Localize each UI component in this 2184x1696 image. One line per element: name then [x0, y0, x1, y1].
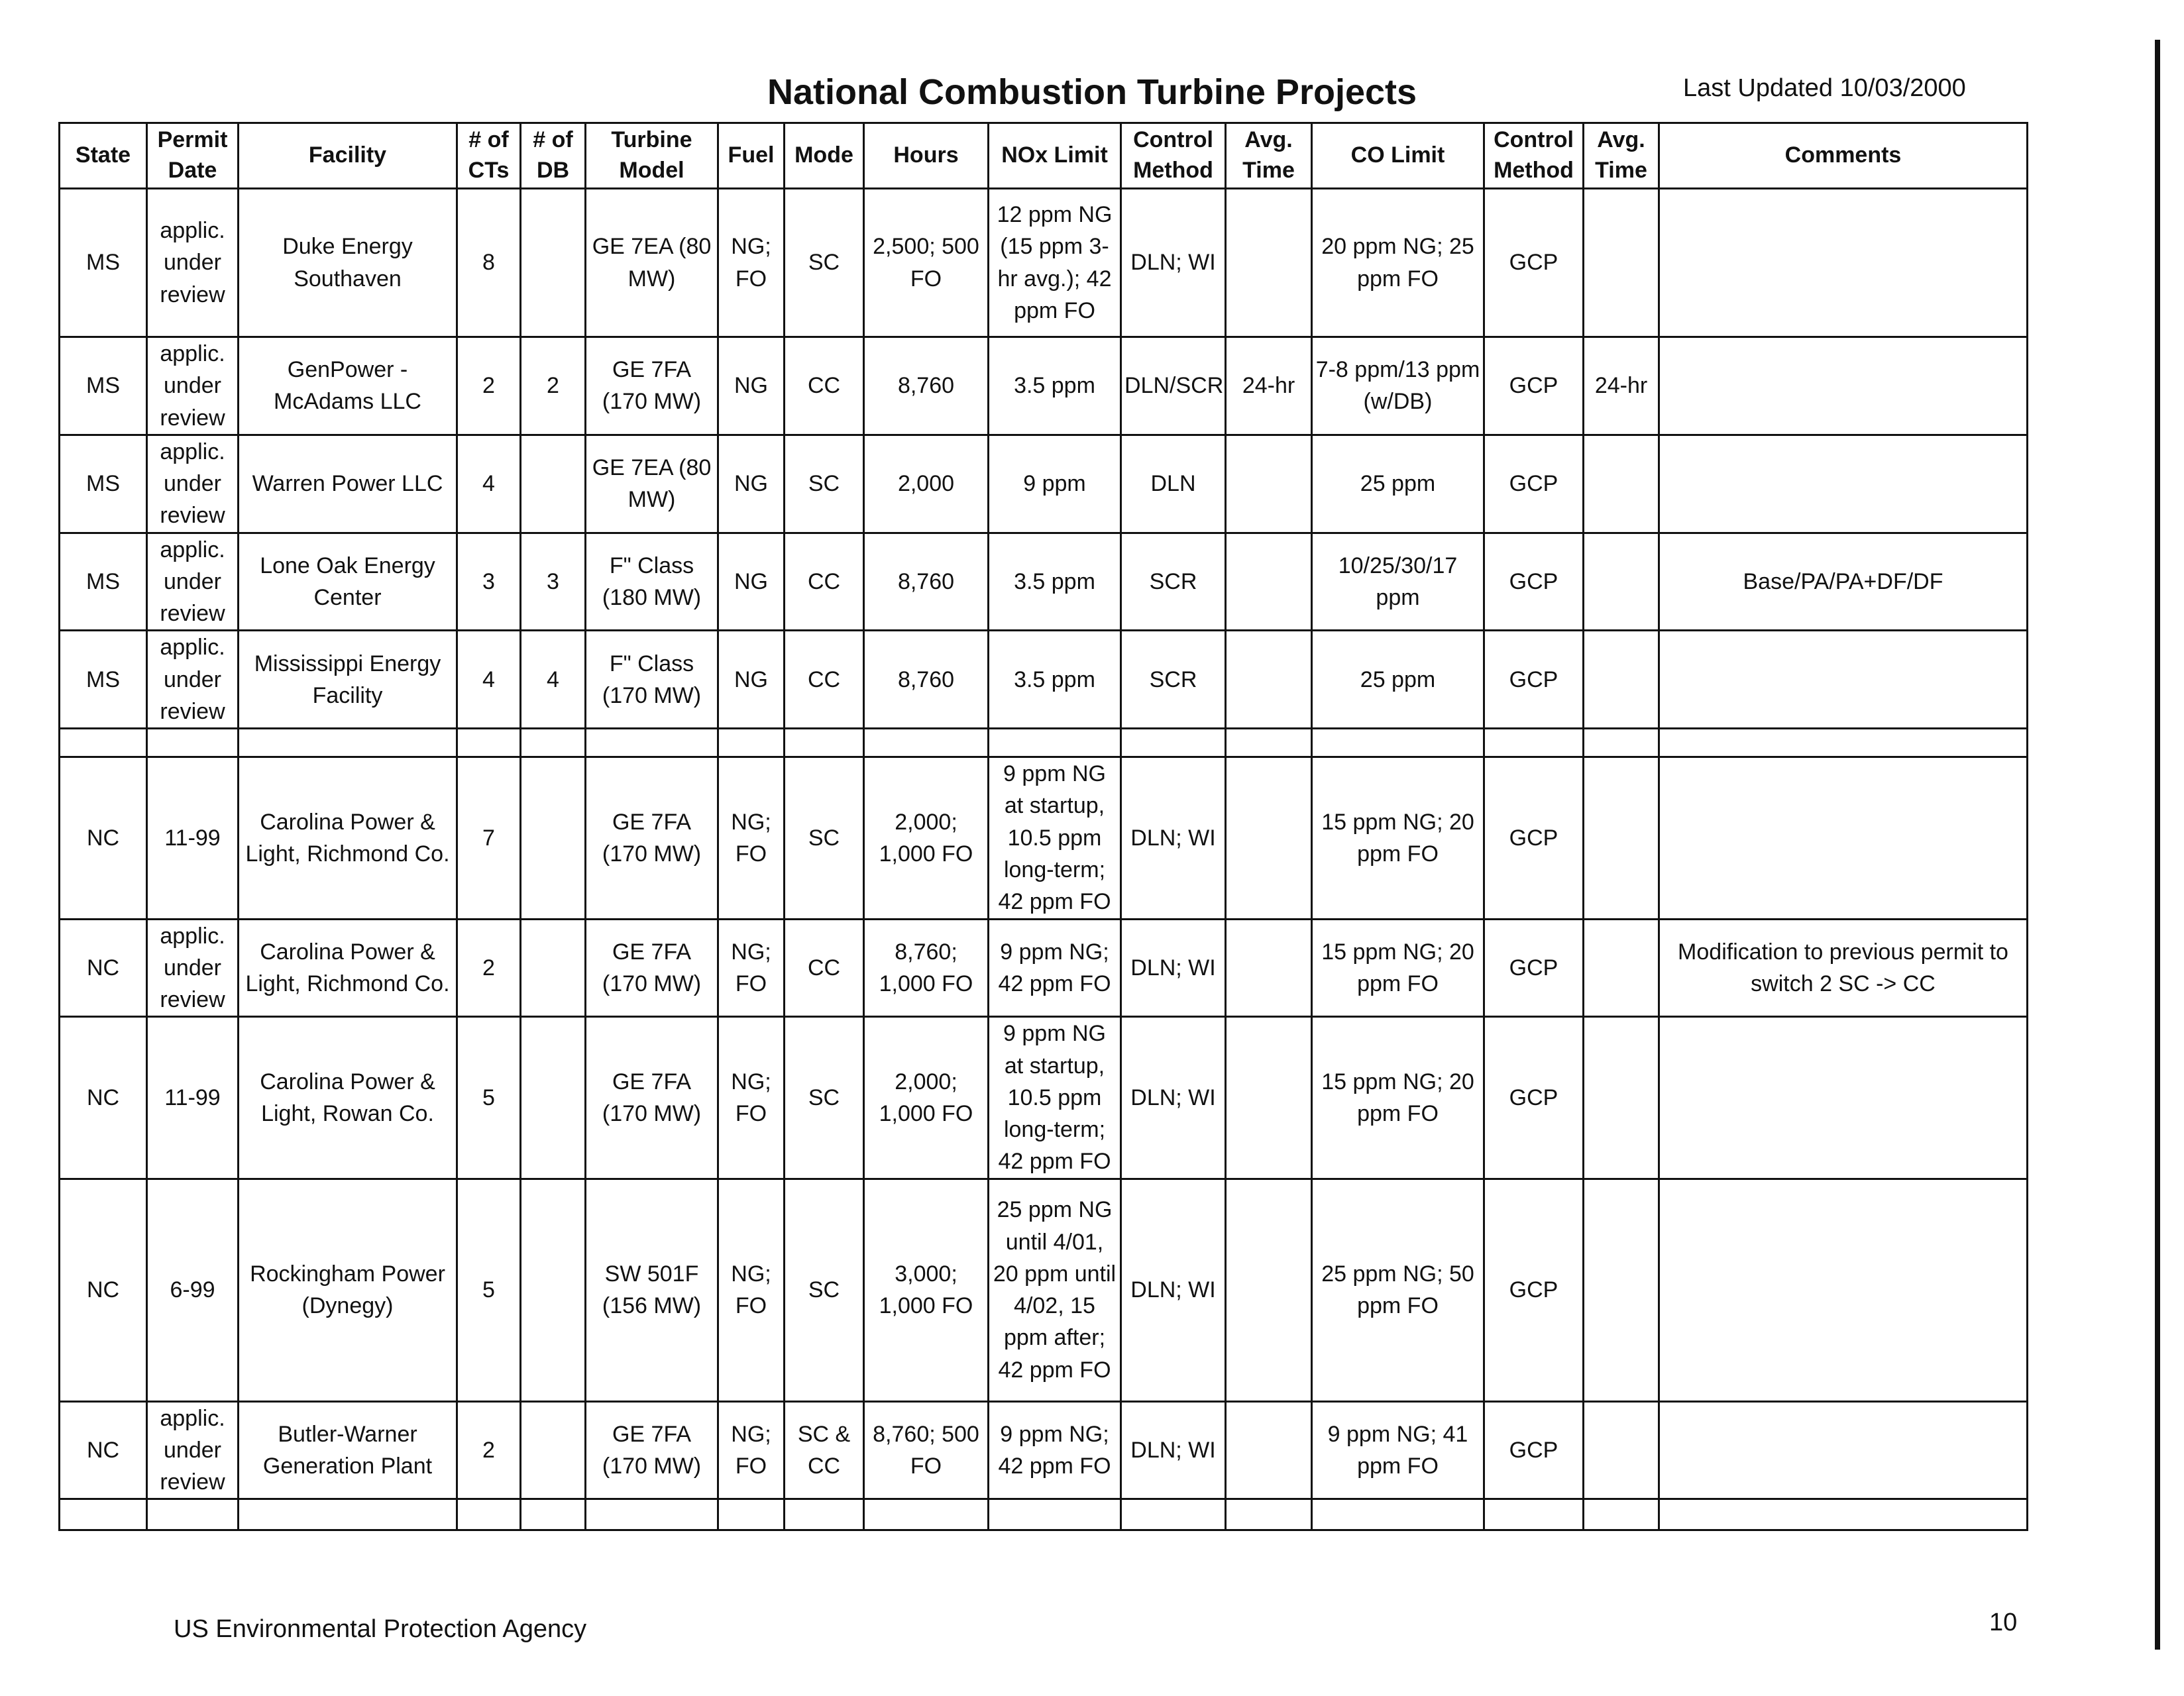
table-cell: applic. under review: [147, 337, 239, 435]
table-cell: NG: [718, 533, 785, 631]
column-header: Mode: [785, 123, 864, 189]
table-cell: [1121, 1499, 1226, 1530]
table-cell: 25 ppm NG until 4/01, 20 ppm until 4/02, 15 ppm after; 42 ppm FO: [989, 1179, 1121, 1401]
table-cell: 11-99: [147, 1017, 239, 1179]
table-cell: 9 ppm: [989, 435, 1121, 533]
table-cell: [1584, 757, 1659, 919]
table-cell: 7: [457, 757, 521, 919]
table-cell: 6-99: [147, 1179, 239, 1401]
table-cell: 20 ppm NG; 25 ppm FO: [1312, 189, 1484, 337]
table-cell: Duke Energy Southaven: [239, 189, 457, 337]
table-cell: SCR: [1121, 631, 1226, 729]
table-cell: 2: [521, 337, 586, 435]
table-cell: 2: [457, 337, 521, 435]
table-cell: [1584, 919, 1659, 1017]
table-cell: 5: [457, 1017, 521, 1179]
table-cell: [457, 729, 521, 757]
table-row: [60, 631, 2028, 729]
table-cell: [1659, 1499, 2028, 1530]
table-cell: [1659, 757, 2028, 919]
table-cell: [457, 1499, 521, 1530]
table-cell: 8,760; 500 FO: [864, 1401, 989, 1499]
table-cell: 3,000; 1,000 FO: [864, 1179, 989, 1401]
footer-agency: US Environmental Protection Agency: [174, 1615, 587, 1643]
table-cell: [1121, 729, 1226, 757]
table-cell: 9 ppm NG; 41 ppm FO: [1312, 1401, 1484, 1499]
table-cell: applic. under review: [147, 631, 239, 729]
table-cell: [1584, 435, 1659, 533]
table-cell: DLN; WI: [1121, 1401, 1226, 1499]
table-cell: [1659, 189, 2028, 337]
table-cell: [1659, 1017, 2028, 1179]
table-cell: MS: [60, 631, 147, 729]
table-cell: 9 ppm NG at startup, 10.5 ppm long-term; 42 ppm FO: [989, 757, 1121, 919]
table-cell: [1312, 1499, 1484, 1530]
table-cell: 9 ppm NG; 42 ppm FO: [989, 1401, 1121, 1499]
table-cell: DLN; WI: [1121, 919, 1226, 1017]
table-cell: 25 ppm: [1312, 631, 1484, 729]
table-cell: [1226, 1401, 1312, 1499]
table-cell: Modification to previous permit to switch 2 SC -> CC: [1659, 919, 2028, 1017]
table-cell: applic. under review: [147, 919, 239, 1017]
table-cell: GE 7FA (170 MW): [586, 919, 718, 1017]
table-cell: [718, 729, 785, 757]
table-cell: [1659, 1179, 2028, 1401]
table-cell: applic. under review: [147, 1401, 239, 1499]
table-cell: 9 ppm NG; 42 ppm FO: [989, 919, 1121, 1017]
table-cell: [1226, 1499, 1312, 1530]
spacer-row: [60, 1499, 2028, 1530]
table-cell: [1659, 631, 2028, 729]
turbine-projects-table: [58, 122, 2028, 1531]
table-cell: [1659, 435, 2028, 533]
table-cell: MS: [60, 435, 147, 533]
table-cell: [785, 729, 864, 757]
table-cell: 2: [457, 919, 521, 1017]
table-cell: GCP: [1484, 919, 1584, 1017]
table-cell: NG; FO: [718, 1401, 785, 1499]
table-cell: MS: [60, 337, 147, 435]
table-cell: GCP: [1484, 1017, 1584, 1179]
table-cell: 11-99: [147, 757, 239, 919]
column-header: Facility: [239, 123, 457, 189]
table-cell: GE 7FA (170 MW): [586, 1401, 718, 1499]
table-row: [60, 1017, 2028, 1179]
column-header: Fuel: [718, 123, 785, 189]
table-cell: GCP: [1484, 757, 1584, 919]
table-cell: [1226, 189, 1312, 337]
table-cell: applic. under review: [147, 189, 239, 337]
table-cell: [1584, 189, 1659, 337]
table-cell: [521, 1499, 586, 1530]
column-header: # of CTs: [457, 123, 521, 189]
table-cell: GE 7FA (170 MW): [586, 757, 718, 919]
table-cell: NG; FO: [718, 1179, 785, 1401]
table-cell: Lone Oak Energy Center: [239, 533, 457, 631]
table-cell: GCP: [1484, 189, 1584, 337]
column-header: Turbine Model: [586, 123, 718, 189]
column-header: NOx Limit: [989, 123, 1121, 189]
table-cell: CC: [785, 919, 864, 1017]
table-cell: [864, 1499, 989, 1530]
page-edge-rule: [2155, 40, 2160, 1650]
table-cell: SW 501F (156 MW): [586, 1179, 718, 1401]
table-cell: 3: [457, 533, 521, 631]
table-cell: 12 ppm NG (15 ppm 3-hr avg.); 42 ppm FO: [989, 189, 1121, 337]
table-cell: 3.5 ppm: [989, 337, 1121, 435]
table-cell: SCR: [1121, 533, 1226, 631]
table-cell: [1484, 729, 1584, 757]
column-header: CO Limit: [1312, 123, 1484, 189]
table-cell: Carolina Power & Light, Richmond Co.: [239, 757, 457, 919]
table-cell: [1584, 729, 1659, 757]
table-cell: GenPower - McAdams LLC: [239, 337, 457, 435]
table-cell: [1484, 1499, 1584, 1530]
table-cell: [521, 435, 586, 533]
table-cell: DLN; WI: [1121, 1017, 1226, 1179]
table-cell: 15 ppm NG; 20 ppm FO: [1312, 757, 1484, 919]
table-row: [60, 1401, 2028, 1499]
table-cell: NC: [60, 757, 147, 919]
table-cell: 2,000; 1,000 FO: [864, 1017, 989, 1179]
table-cell: GCP: [1484, 1401, 1584, 1499]
table-cell: GE 7EA (80 MW): [586, 189, 718, 337]
table-cell: NG: [718, 337, 785, 435]
table-cell: 2,000; 1,000 FO: [864, 757, 989, 919]
table-cell: [1226, 1179, 1312, 1401]
table-cell: GE 7EA (80 MW): [586, 435, 718, 533]
table-cell: 3: [521, 533, 586, 631]
table-cell: [147, 729, 239, 757]
table-cell: [989, 729, 1121, 757]
table-cell: NG; FO: [718, 189, 785, 337]
table-cell: 8,760: [864, 337, 989, 435]
table-cell: [60, 729, 147, 757]
table-cell: [1659, 337, 2028, 435]
header-row: [60, 123, 2028, 189]
table-cell: 3.5 ppm: [989, 533, 1121, 631]
column-header: # of DB: [521, 123, 586, 189]
table-cell: CC: [785, 631, 864, 729]
table-cell: GCP: [1484, 337, 1584, 435]
table-cell: 24-hr: [1226, 337, 1312, 435]
table-cell: NG: [718, 631, 785, 729]
table-cell: [239, 1499, 457, 1530]
table-cell: 24-hr: [1584, 337, 1659, 435]
table-cell: [1584, 1179, 1659, 1401]
table-cell: Butler-Warner Generation Plant: [239, 1401, 457, 1499]
table-row: [60, 533, 2028, 631]
table-cell: [989, 1499, 1121, 1530]
table-cell: GCP: [1484, 631, 1584, 729]
table-cell: 25 ppm: [1312, 435, 1484, 533]
table-cell: NC: [60, 1017, 147, 1179]
table-cell: SC: [785, 1179, 864, 1401]
table-cell: [521, 1017, 586, 1179]
table-cell: [239, 729, 457, 757]
table-cell: 8,760: [864, 533, 989, 631]
table-cell: applic. under review: [147, 435, 239, 533]
table-cell: [521, 189, 586, 337]
table-cell: CC: [785, 337, 864, 435]
table-cell: [1226, 533, 1312, 631]
table-cell: 8: [457, 189, 521, 337]
table-cell: DLN; WI: [1121, 757, 1226, 919]
table-cell: [147, 1499, 239, 1530]
table-cell: NC: [60, 919, 147, 1017]
table-cell: GCP: [1484, 435, 1584, 533]
last-updated-date: Last Updated 10/03/2000: [1683, 74, 1966, 102]
table-cell: SC & CC: [785, 1401, 864, 1499]
table-cell: 8,760: [864, 631, 989, 729]
column-header: Control Method: [1121, 123, 1226, 189]
table-cell: [1226, 435, 1312, 533]
table-cell: DLN; WI: [1121, 189, 1226, 337]
table-cell: MS: [60, 189, 147, 337]
table-cell: [1584, 533, 1659, 631]
table-cell: [1226, 631, 1312, 729]
column-header: Hours: [864, 123, 989, 189]
table-cell: 4: [457, 631, 521, 729]
table-cell: 3.5 ppm: [989, 631, 1121, 729]
column-header: Permit Date: [147, 123, 239, 189]
table-cell: [1584, 1401, 1659, 1499]
table-cell: [1312, 729, 1484, 757]
table-cell: 15 ppm NG; 20 ppm FO: [1312, 1017, 1484, 1179]
table-cell: [1659, 1401, 2028, 1499]
table-cell: 15 ppm NG; 20 ppm FO: [1312, 919, 1484, 1017]
table-cell: 4: [521, 631, 586, 729]
table-cell: NC: [60, 1401, 147, 1499]
page-title: National Combustion Turbine Projects: [767, 72, 1417, 112]
table-cell: [1659, 729, 2028, 757]
column-header: Avg. Time: [1584, 123, 1659, 189]
table-cell: 25 ppm NG; 50 ppm FO: [1312, 1179, 1484, 1401]
table-cell: 5: [457, 1179, 521, 1401]
table-cell: [718, 1499, 785, 1530]
table-cell: [521, 919, 586, 1017]
column-header: Comments: [1659, 123, 2028, 189]
table-cell: DLN: [1121, 435, 1226, 533]
table-cell: NG: [718, 435, 785, 533]
table-row: [60, 919, 2028, 1017]
table-cell: GE 7FA (170 MW): [586, 1017, 718, 1179]
table-cell: 2,500; 500 FO: [864, 189, 989, 337]
spacer-row: [60, 729, 2028, 757]
table-cell: [521, 1401, 586, 1499]
table-cell: [1584, 1499, 1659, 1530]
table-cell: [864, 729, 989, 757]
table-cell: 7-8 ppm/13 ppm (w/DB): [1312, 337, 1484, 435]
table-row: [60, 435, 2028, 533]
table-cell: NG; FO: [718, 919, 785, 1017]
table-cell: [1226, 1017, 1312, 1179]
table-cell: [785, 1499, 864, 1530]
table-cell: 8,760; 1,000 FO: [864, 919, 989, 1017]
table-cell: GE 7FA (170 MW): [586, 337, 718, 435]
table-cell: [60, 1499, 147, 1530]
table-cell: [521, 1179, 586, 1401]
table-cell: [1226, 729, 1312, 757]
table-row: [60, 337, 2028, 435]
table-cell: CC: [785, 533, 864, 631]
table-cell: SC: [785, 189, 864, 337]
table-cell: 9 ppm NG at startup, 10.5 ppm long-term; 42 ppm FO: [989, 1017, 1121, 1179]
table-cell: F" Class (170 MW): [586, 631, 718, 729]
table-cell: [1226, 757, 1312, 919]
table-cell: NC: [60, 1179, 147, 1401]
table-cell: SC: [785, 1017, 864, 1179]
table-cell: Mississippi Energy Facility: [239, 631, 457, 729]
table-row: [60, 189, 2028, 337]
column-header: State: [60, 123, 147, 189]
table-row: [60, 757, 2028, 919]
table-cell: Base/PA/PA+DF/DF: [1659, 533, 2028, 631]
column-header: Control Method: [1484, 123, 1584, 189]
table-cell: Carolina Power & Light, Rowan Co.: [239, 1017, 457, 1179]
table-cell: Warren Power LLC: [239, 435, 457, 533]
column-header: Avg. Time: [1226, 123, 1312, 189]
table-cell: MS: [60, 533, 147, 631]
table-cell: Rockingham Power (Dynegy): [239, 1179, 457, 1401]
table-cell: SC: [785, 435, 864, 533]
table-cell: [586, 1499, 718, 1530]
table-cell: 2,000: [864, 435, 989, 533]
table-cell: NG; FO: [718, 1017, 785, 1179]
table-cell: Carolina Power & Light, Richmond Co.: [239, 919, 457, 1017]
table-cell: [521, 757, 586, 919]
table-cell: GCP: [1484, 533, 1584, 631]
table-cell: DLN/SCR: [1121, 337, 1226, 435]
table-cell: [586, 729, 718, 757]
table-cell: GCP: [1484, 1179, 1584, 1401]
table-cell: NG; FO: [718, 757, 785, 919]
page-number: 10: [1989, 1609, 2018, 1636]
table-cell: 10/25/30/17 ppm: [1312, 533, 1484, 631]
table-cell: [1226, 919, 1312, 1017]
table-cell: [1584, 631, 1659, 729]
table-cell: [1584, 1017, 1659, 1179]
table-row: [60, 1179, 2028, 1401]
table-cell: SC: [785, 757, 864, 919]
table-cell: 4: [457, 435, 521, 533]
table-cell: DLN; WI: [1121, 1179, 1226, 1401]
table-cell: 2: [457, 1401, 521, 1499]
table-cell: F" Class (180 MW): [586, 533, 718, 631]
table-cell: applic. under review: [147, 533, 239, 631]
table-cell: [521, 729, 586, 757]
